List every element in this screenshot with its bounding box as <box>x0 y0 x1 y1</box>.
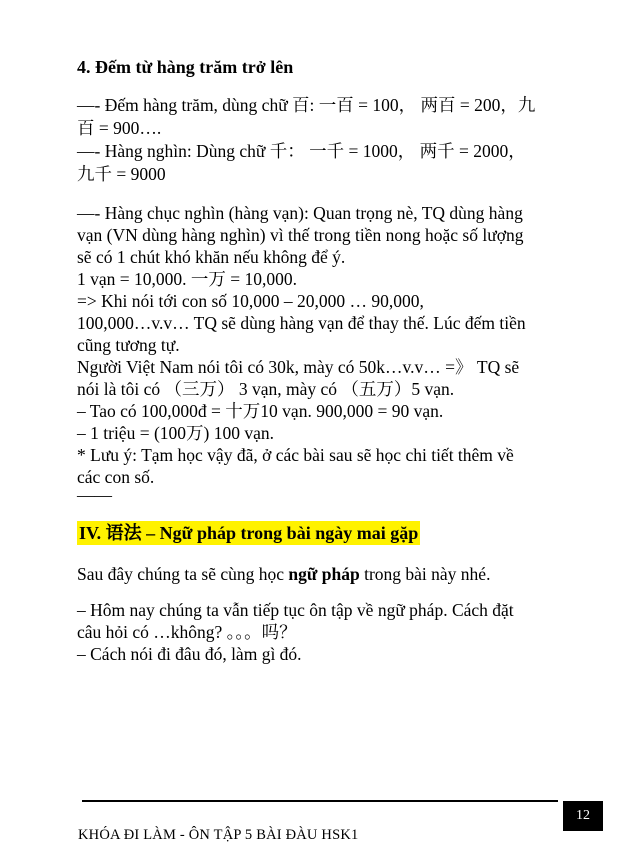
text-line: cũng tương tự. <box>77 335 180 355</box>
text-line: – Tao có 100,000đ = 十万10 vạn. 900,000 = 90 vạn. <box>77 401 444 421</box>
grammar-item: – Hôm nay chúng ta vẫn tiếp tục ôn tập về ngữ pháp. Cách đặt <box>77 600 514 620</box>
text-line: —- Đếm hàng trăm, dùng chữ 百: 一百 = 100， 两百 = 200，九 <box>77 95 536 115</box>
text-line: – 1 triệu = (100万) 100 vạn. <box>77 423 274 443</box>
text-line: 九千 = 9000 <box>77 164 166 184</box>
text-line: 百 = 900…. <box>77 118 162 138</box>
grammar-intro-before: Sau đây chúng ta sẽ cùng học <box>77 564 289 584</box>
text-line: * Lưu ý: Tạm học vậy đã, ở các bài sau sẽ học chi tiết thêm về <box>77 445 514 465</box>
grammar-intro-bold: ngữ pháp <box>288 564 360 584</box>
text-line: sẽ có 1 chút khó khăn nếu không để ý. <box>77 247 346 267</box>
text-line-divider: —— <box>77 485 112 505</box>
text-line: 100,000…v.v… TQ sẽ dùng hàng vạn để thay thế. Lúc đếm tiền <box>77 313 526 333</box>
text-line: 1 vạn = 10,000. 一万 = 10,000. <box>77 269 298 289</box>
text-line: các con số. <box>77 467 155 487</box>
grammar-intro-after: trong bài này nhé. <box>359 564 491 584</box>
grammar-intro <box>77 563 490 585</box>
grammar-item: – Cách nói đi đâu đó, làm gì đó. <box>77 644 302 664</box>
text-line: vạn (VN dùng hàng nghìn) vì thế trong tiền nong hoặc số lượng <box>77 225 524 245</box>
text-line: nói là tôi có （三万） 3 vạn, mày có （五万）5 vạn. <box>77 379 455 399</box>
text-line: —- Hàng nghìn: Dùng chữ 千： 一千 = 1000， 两千 = 2000， <box>77 141 526 161</box>
section-heading-counting-hundreds: 4. Đếm từ hàng trăm trở lên <box>77 57 294 77</box>
text-line: Người Việt Nam nói tôi có 30k, mày có 50k…v.v… =》 TQ sẽ <box>77 357 520 377</box>
text-line: => Khi nói tới con số 10,000 – 20,000 … 90,000, <box>77 291 424 311</box>
section-title-grammar: IV. 语法 – Ngữ pháp trong bài ngày mai gặp <box>79 523 419 543</box>
footer-rule <box>82 800 558 802</box>
grammar-item: câu hỏi có …không? 。。。吗？ <box>77 622 297 642</box>
text-line: —- Hàng chục nghìn (hàng vạn): Quan trọng nè, TQ dùng hàng <box>77 203 523 223</box>
footer-text: KHÓA ĐI LÀM - ÔN TẬP 5 BÀI ĐÀU HSK1 <box>78 827 359 843</box>
page-number: 12 <box>563 801 603 831</box>
